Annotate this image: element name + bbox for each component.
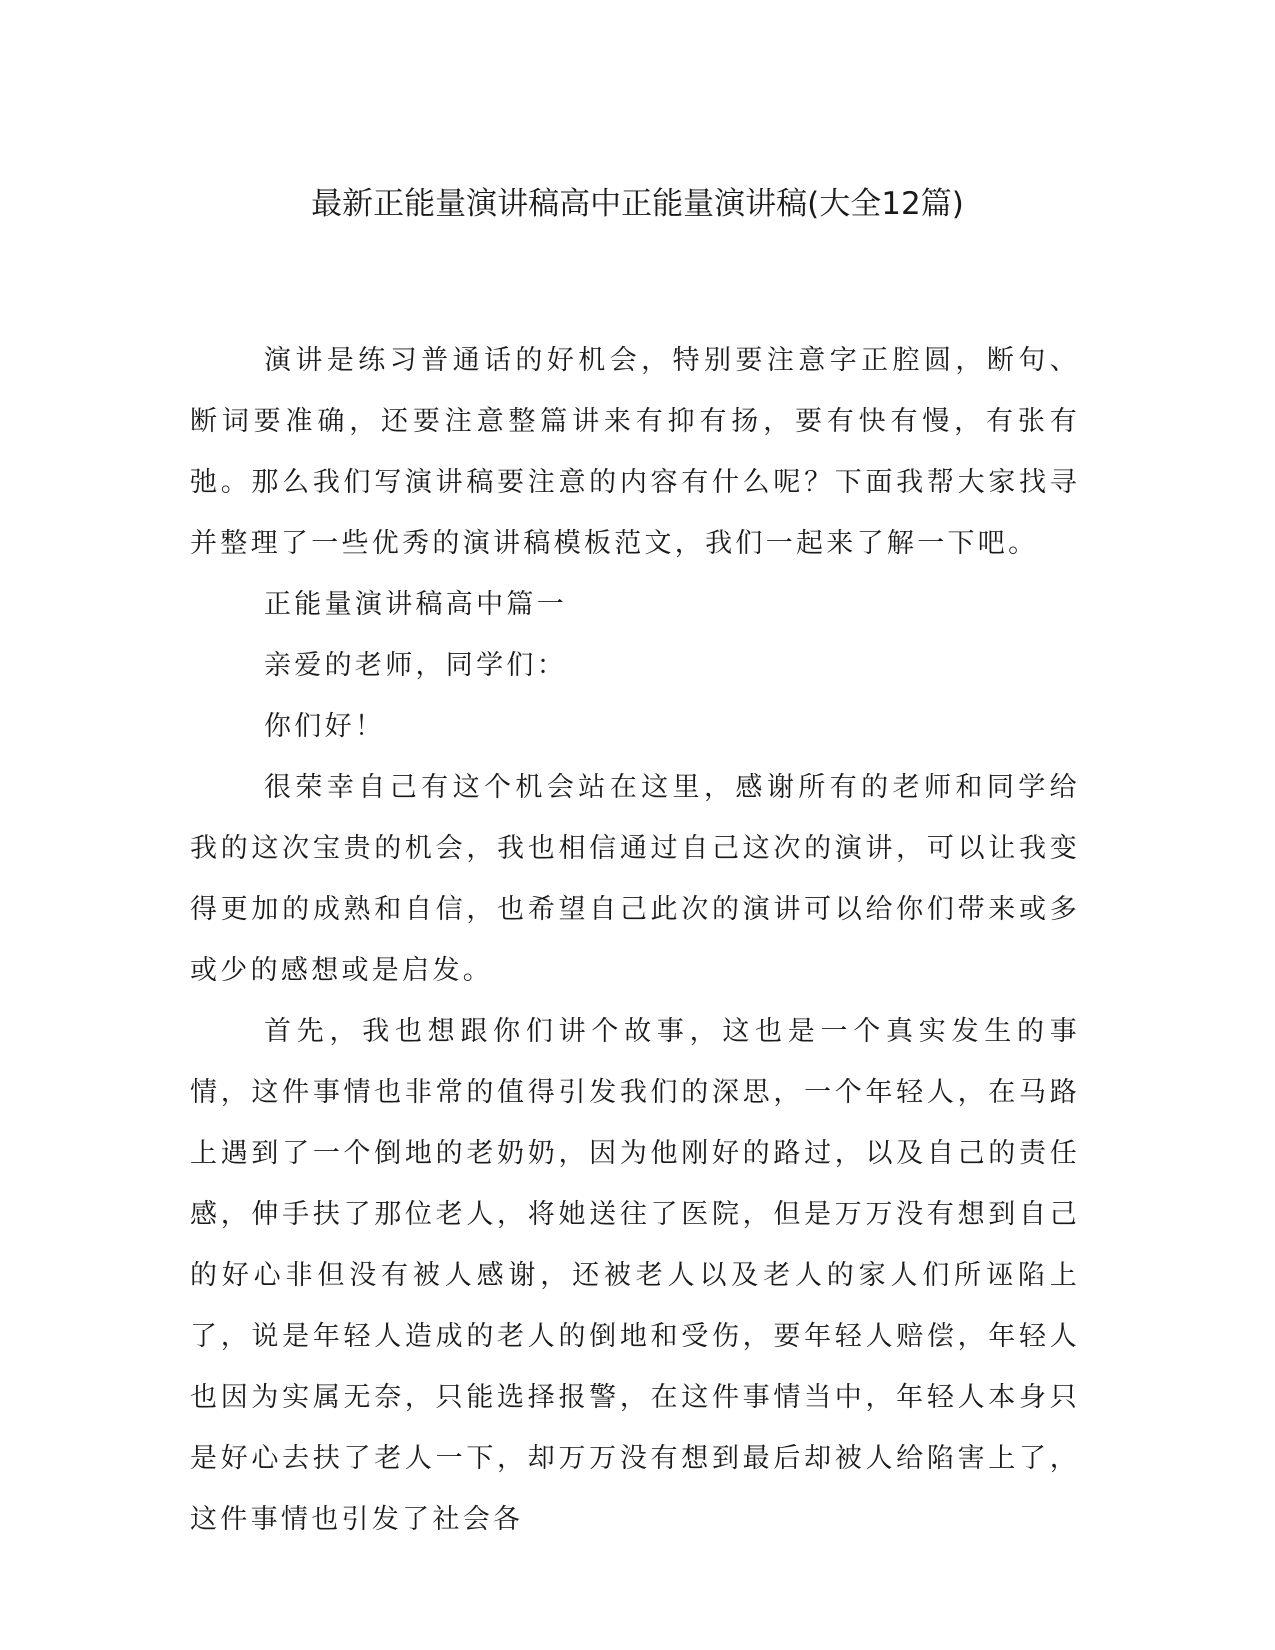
document-body xyxy=(190,330,1080,1550)
paragraph-opening: 很荣幸自己有这个机会站在这里，感谢所有的老师和同学给我的这次宝贵的机会，我也相信通过自己这次的演讲，可以让我变得更加的成熟和自信，也希望自己此次的演讲可以给你们带来或多或少的感想或是启发。 xyxy=(190,772,1080,986)
paragraph-greeting: 你们好！ xyxy=(264,711,386,742)
paragraph-salutation: 亲爱的老师，同学们： xyxy=(264,650,567,681)
paragraph-intro: 演讲是练习普通话的好机会，特别要注意字正腔圆，断句、断词要准确，还要注意整篇讲来有抑有扬，要有快有慢，有张有弛。那么我们写演讲稿要注意的内容有什么呢？下面我帮大家找寻并整理了一些优秀的演讲稿模板范文，我们一起来了解一下吧。 xyxy=(190,345,1080,559)
section-heading: 正能量演讲稿高中篇一 xyxy=(264,589,567,620)
document-title: 最新正能量演讲稿高中正能量演讲稿(大全12篇) xyxy=(311,186,964,222)
paragraph-story: 首先，我也想跟你们讲个故事，这也是一个真实发生的事情，这件事情也非常的值得引发我们的深思，一个年轻人，在马路上遇到了一个倒地的老奶奶，因为他刚好的路过，以及自己的责任感，伸手扶了那位老人，将她送往了医院，但是万万没有想到自己的好心非但没有被人感谢，还被老人以及老人的家人们所诬陷上了，说是年轻人造成的老人的倒地和受伤，要年轻人赔偿，年轻人也因为实属无奈，只能选择报警，在这件事情当中，年轻人本身只是好心去扶了老人一下，却万万没有想到最后却被人给陷害上了，这件事情也引发了社会各 xyxy=(190,1016,1080,1535)
